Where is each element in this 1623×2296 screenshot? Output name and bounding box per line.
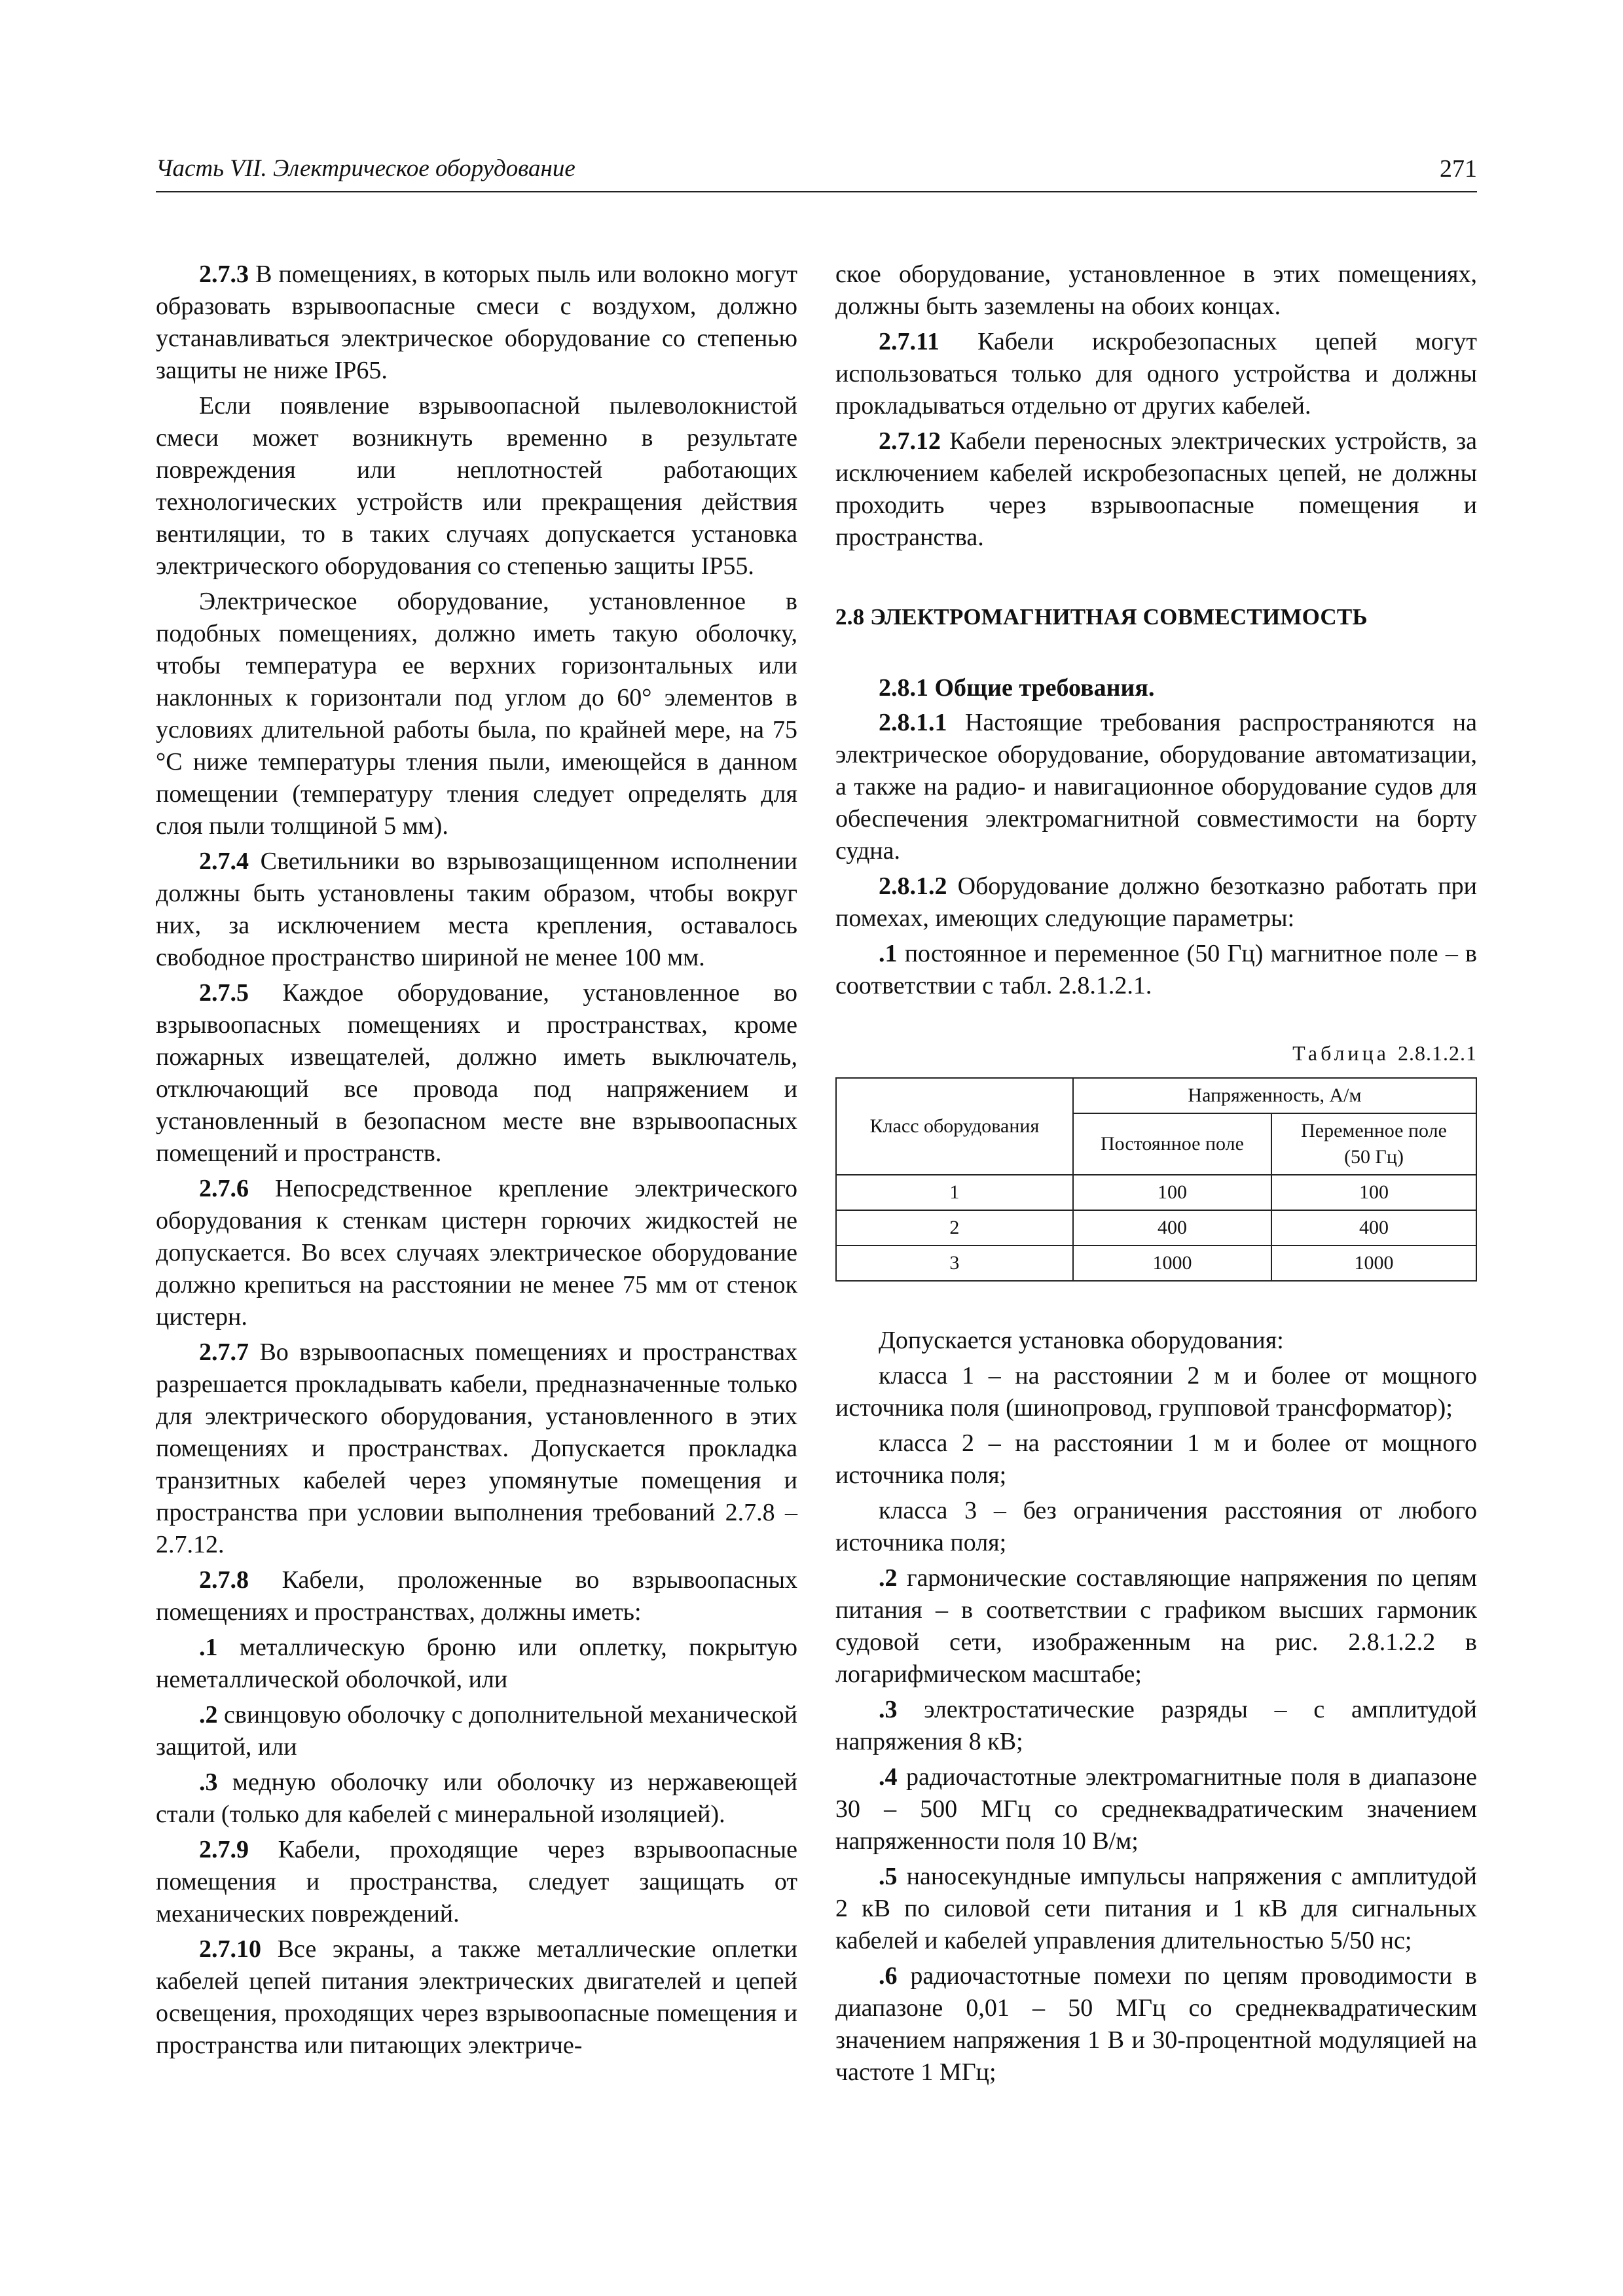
list-number: .3 — [879, 1696, 898, 1723]
paragraph-text: Настоящие требования распространяются на электрическое оборудование, оборудование автоматизации, а также на радио- и навигационное оборудование судов для обеспечения электромагнитной совместимости на борту судна. — [835, 709, 1477, 865]
list-text: электростатические разряды – с амплитудой напряжения 8 кВ; — [835, 1696, 1477, 1755]
paragraph-2-7-11 — [835, 326, 1477, 422]
paragraph: класса 2 – на расстоянии 1 м и более от мощного источника поля; — [835, 1429, 1477, 1489]
list-item — [156, 1699, 797, 1763]
table-caption-number: 2.8.1.2.1 — [1398, 1041, 1477, 1065]
paragraph-text: Оборудование должно безотказно работать при помехах, имеющих следующие параметры: — [835, 872, 1477, 932]
list-number: .3 — [199, 1768, 218, 1796]
paragraph: Если появление взрывоопасной пылеволокнистой смеси может возникнуть временно в результате повреждения или неплотностей работающих технологических устройств или прекращения действия вентиляции, то в таких случаях допускается установка электрического оборудования со степенью защиты IP55. — [156, 392, 797, 580]
list-number: .2 — [199, 1701, 218, 1729]
table-cell-ac: 100 — [1271, 1175, 1476, 1210]
list-text: наносекундные импульсы напряжения с амплитудой 2 кВ по силовой сети питания и 1 кВ для сигнальных кабелей и кабелей управления длительностью 5/50 нс; — [835, 1863, 1477, 1954]
paragraph-text: Светильники во взрывозащищенном исполнении должны быть установлены таким образом, чтобы вокруг них, за исключением места крепления, оставалось свободное пространство шириной не менее 100 мм. — [156, 848, 797, 971]
paragraph-2-7-3 — [156, 259, 797, 387]
clause-number: 2.7.11 — [879, 328, 939, 355]
paragraph-2-8-1-1 — [835, 707, 1477, 867]
table-cell-dc: 400 — [1073, 1210, 1271, 1246]
section-heading: 2.8 ЭЛЕКТРОМАГНИТНАЯ СОВМЕСТИМОСТЬ — [835, 604, 1368, 630]
table-header-ac — [1271, 1113, 1476, 1175]
clause-number: 2.7.12 — [879, 427, 941, 455]
list-text: постоянное и переменное (50 Гц) магнитное поле – в соответствии с табл. 2.8.1.2.1. — [835, 940, 1477, 999]
page-number: 271 — [1440, 155, 1477, 183]
paragraph-2-7-7 — [156, 1336, 797, 1561]
field-strength-table — [835, 1077, 1477, 1282]
paragraph-text: Каждое оборудование, установленное во взрывоопасных помещениях и пространствах, кроме пожарных извещателей, должно иметь выключатель, отключающий все провода под напряжением и установленный в безопасном месте вне взрывоопасных помещений и пространств. — [156, 979, 797, 1167]
paragraph-2-7-10 — [156, 1933, 797, 2062]
table-cell-dc: 1000 — [1073, 1246, 1271, 1281]
list-number: .1 — [199, 1634, 218, 1661]
table-header-class: Класс оборудования — [836, 1078, 1073, 1175]
list-item — [835, 1761, 1477, 1857]
clause-number: 2.7.4 — [199, 848, 249, 875]
list-item — [156, 1632, 797, 1696]
list-text: гармонические составляющие напряжения по цепям питания – в соответствии с графиком высших гармоник судовой сети, изображенным на рис. 2.8.1.2.2 в логарифмическом масштабе; — [835, 1564, 1477, 1688]
list-item — [835, 938, 1477, 1002]
table-caption-word: Таблица — [1292, 1041, 1389, 1065]
clause-number: 2.7.3 — [199, 260, 249, 288]
table-cell-ac: 400 — [1271, 1210, 1476, 1246]
right-column — [835, 259, 1477, 2092]
list-item — [835, 1694, 1477, 1758]
paragraph-2-7-8 — [156, 1564, 797, 1628]
clause-number: 2.7.6 — [199, 1175, 249, 1202]
paragraph: Допускается установка оборудования: — [879, 1327, 1284, 1354]
list-text: радиочастотные помехи по цепям проводимости в диапазоне 0,01 – 50 МГц со среднеквадратическим значением напряжения 1 В и 30-процентной модуляцией на частоте 1 МГц; — [835, 1962, 1477, 2086]
table-cell-dc: 100 — [1073, 1175, 1271, 1210]
list-item — [835, 1861, 1477, 1957]
paragraph-2-7-4 — [156, 846, 797, 974]
list-text: свинцовую оболочку с дополнительной механической защитой, или — [156, 1701, 797, 1761]
table-header-ac-line2: (50 Гц) — [1344, 1146, 1404, 1168]
list-text: радиочастотные электромагнитные поля в диапазоне 30 – 500 МГц со среднеквадратическим значением напряженности поля 10 В/м; — [835, 1763, 1477, 1855]
paragraph-2-8-1-2 — [835, 870, 1477, 935]
paragraph: класса 3 – без ограничения расстояния от любого источника поля; — [835, 1497, 1477, 1556]
paragraph-2-7-5 — [156, 977, 797, 1170]
running-title: Часть VII. Электрическое оборудование — [156, 155, 575, 182]
clause-number: 2.7.5 — [199, 979, 249, 1007]
list-item — [835, 1562, 1477, 1691]
list-item — [835, 1960, 1477, 2089]
table-row — [836, 1175, 1476, 1210]
paragraph-text: Кабели искробезопасных цепей могут использоваться только для одного устройства и должны прокладываться отдельно от других кабелей. — [835, 328, 1477, 420]
paragraph-2-7-6 — [156, 1173, 797, 1333]
table-header-ac-line1: Переменное поле — [1301, 1120, 1447, 1141]
table-cell-ac: 1000 — [1271, 1246, 1476, 1281]
paragraph-text: Кабели, проложенные во взрывоопасных помещениях и пространствах, должны иметь: — [156, 1566, 797, 1626]
paragraph-text: В помещениях, в которых пыль или волокно могут образовать взрывоопасные смеси с воздухом, должно устанавливаться электрическое оборудование со степенью защиты не ниже IP65. — [156, 260, 797, 384]
paragraph-continuation: ское оборудование, установленное в этих помещениях, должны быть заземлены на обоих концах. — [835, 260, 1477, 320]
table-row — [836, 1246, 1476, 1281]
table-row — [836, 1210, 1476, 1246]
paragraph-text: Все экраны, а также металлические оплетки кабелей цепей питания электрических двигателей и цепей освещения, проходящих через взрывоопасные помещения и пространства или питающих электриче- — [156, 1935, 797, 2059]
paragraph: Электрическое оборудование, установленное в подобных помещениях, должно иметь такую оболочку, чтобы температура ее верхних горизонтальных или наклонных к горизонтали под углом до 60° элементов в условиях длительной работы была, по крайней мере, на 75 °C ниже температуры тления пыли, имеющейся в данном помещении (температуру тления следует определять для слоя пыли толщиной 5 мм). — [156, 588, 797, 840]
paragraph-2-7-12 — [835, 425, 1477, 554]
list-text: медную оболочку или оболочку из нержавеющей стали (только для кабелей с минеральной изоляцией). — [156, 1768, 797, 1828]
list-item — [156, 1767, 797, 1831]
clause-number: 2.7.9 — [199, 1836, 249, 1863]
clause-number: 2.7.10 — [199, 1935, 261, 1963]
paragraph-text: Кабели, проходящие через взрывоопасные помещения и пространства, следует защищать от механических повреждений. — [156, 1836, 797, 1928]
page-header — [156, 154, 1477, 192]
table-header-group: Напряженность, А/м — [1073, 1078, 1476, 1113]
list-number: .4 — [879, 1763, 898, 1791]
paragraph-text: Непосредственное крепление электрического оборудования к стенкам цистерн горючих жидкостей не допускается. Во всех случаях электрическое оборудование должно крепиться на расстоянии не менее 75 мм от стенок цистерн. — [156, 1175, 797, 1331]
paragraph-2-7-9 — [156, 1834, 797, 1930]
list-number: .1 — [879, 940, 898, 967]
clause-number: 2.8.1.2 — [879, 872, 947, 900]
table-header-dc: Постоянное поле — [1073, 1113, 1271, 1175]
table-caption — [835, 1037, 1477, 1069]
left-column — [156, 259, 797, 2065]
list-number: .6 — [879, 1962, 898, 1990]
list-text: металлическую броню или оплетку, покрытую неметаллической оболочкой, или — [156, 1634, 797, 1693]
paragraph-text: Кабели переносных электрических устройств, за исключением кабелей искробезопасных цепей, не должны проходить через взрывоопасные помещения и пространства. — [835, 427, 1477, 551]
clause-number: 2.7.8 — [199, 1566, 249, 1594]
clause-number: 2.8.1.1 — [879, 709, 947, 736]
list-number: .2 — [879, 1564, 898, 1592]
table-cell-class: 3 — [836, 1246, 1073, 1281]
table-cell-class: 1 — [836, 1175, 1073, 1210]
clause-number: 2.7.7 — [199, 1338, 249, 1366]
paragraph-text: Во взрывоопасных помещениях и пространствах разрешается прокладывать кабели, предназначенные только для электрического оборудования, установленного в этих помещениях и пространствах. Допускается прокладка транзитных кабелей через упомянутые помещения и пространства при условии выполнения требований 2.7.8 – 2.7.12. — [156, 1338, 797, 1558]
subsection-heading: 2.8.1 Общие требования. — [879, 674, 1155, 702]
paragraph: класса 1 – на расстоянии 2 м и более от мощного источника поля (шинопровод, групповой трансформатор); — [835, 1362, 1477, 1422]
list-number: .5 — [879, 1863, 898, 1890]
table-cell-class: 2 — [836, 1210, 1073, 1246]
